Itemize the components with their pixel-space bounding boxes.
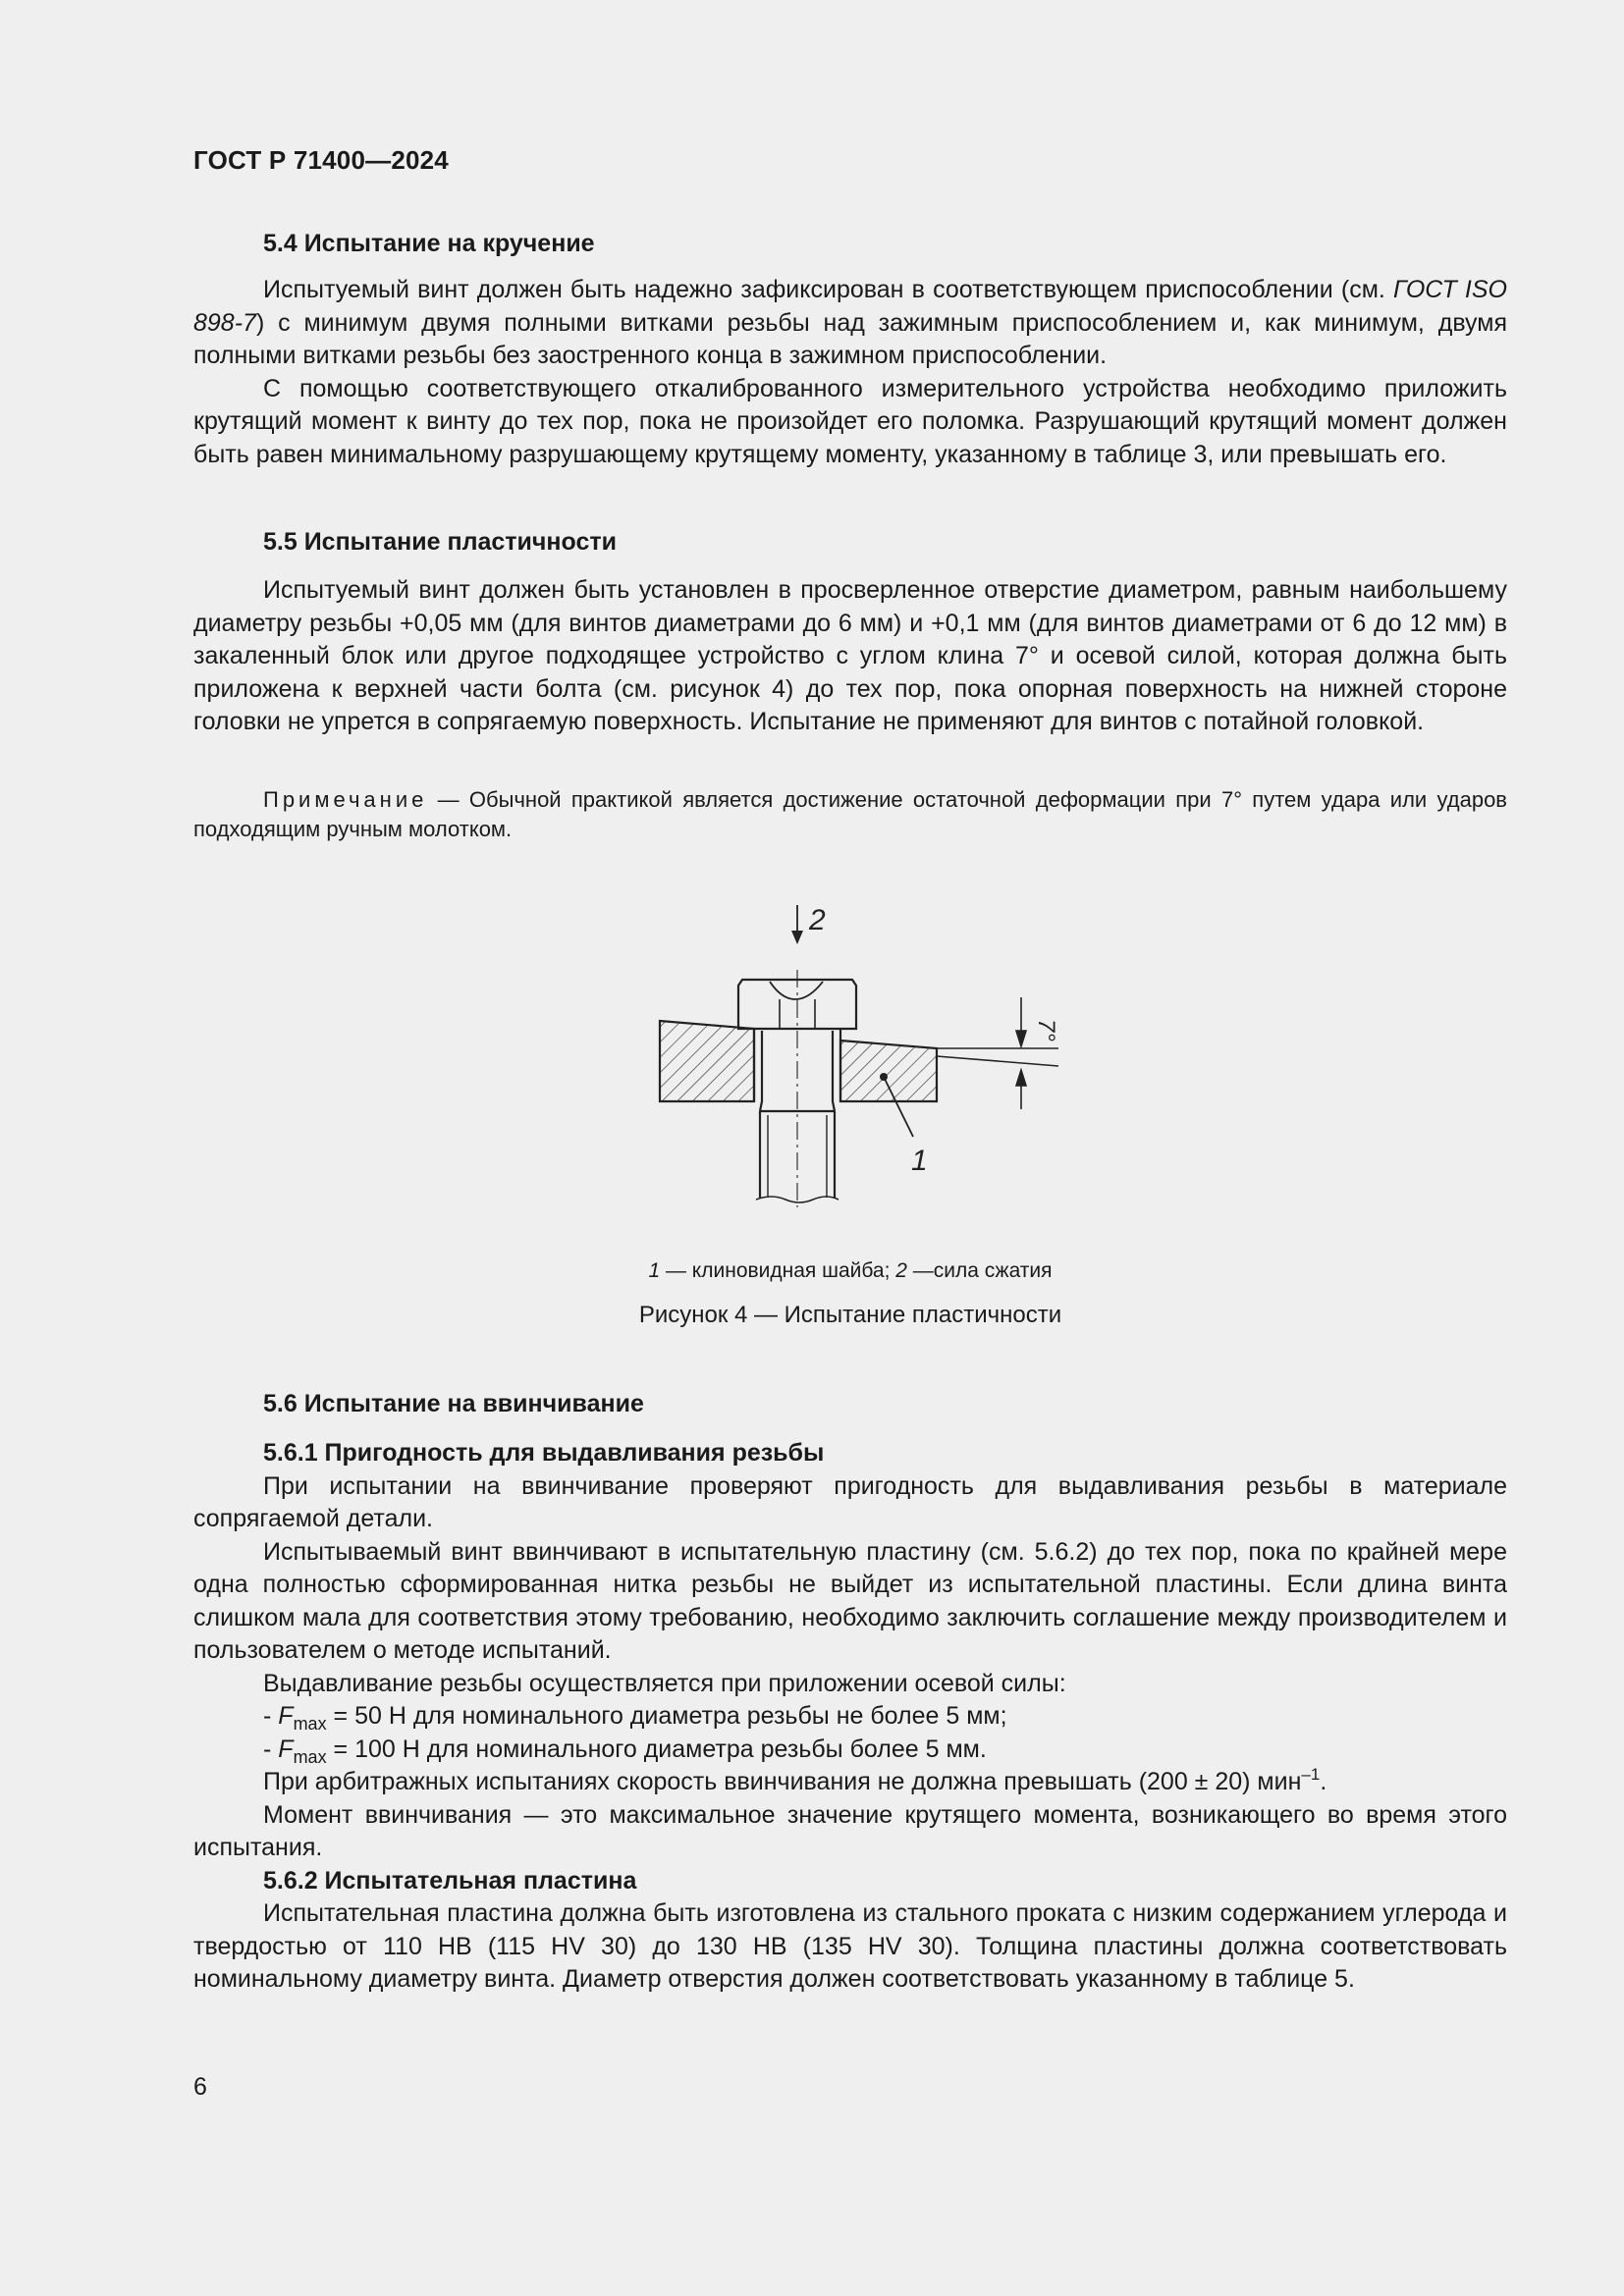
wedge-washer: [840, 1041, 937, 1101]
formula-symbol: F: [278, 1702, 294, 1730]
section-5-6-2-title: 5.6.2 Испытательная пластина: [263, 1866, 637, 1895]
figure-label-force: 2: [809, 904, 826, 936]
section-5-4-title: 5.4 Испытание на кручение: [263, 230, 595, 257]
section-5-6-title: 5.6 Испытание на ввинчивание: [263, 1390, 644, 1417]
text-run: .: [1320, 1768, 1327, 1795]
superscript: –1: [1301, 1765, 1321, 1784]
section-5-6-1-paragraph-2: Испытываемый винт ввинчивают в испытательную пластину (см. 5.6.2) до тех пор, пока по крайней мере одна полностью сформированная нитка резьбы не выйдет из испытательной пластины. Если длина винта слишком мала для соответствия этому требованию, необходимо заключить соглашение между производителем и пользователем о методе испытаний.: [193, 1537, 1507, 1664]
figure-4-drawing: [589, 883, 1100, 1217]
formula-subscript: max: [293, 1746, 327, 1767]
section-5-5: [193, 526, 1507, 560]
section-5-6-1-paragraph-4: [193, 1766, 1507, 1799]
angle-dimension: [937, 997, 1058, 1109]
note-paragraph: [193, 785, 1507, 844]
figure-4-title: Рисунок 4 — Испытание пластичности: [638, 1302, 1062, 1328]
section-5-4-paragraph-2: С помощью соответствующего откалиброванного измерительного устройства необходимо приложить крутящий момент к винту до тех пор, пока не произойдет его поломка. Разрушающий крутящий момент должен быть равен минимальному разрушающему крутящему моменту, указанному в таблице 3, или превышать его.: [193, 374, 1507, 468]
figure-4-legend: [193, 1259, 1507, 1283]
list-text: = 50 Н для номинального диаметра резьбы не более 5 мм;: [326, 1702, 1007, 1730]
section-5-5-body: [193, 574, 1507, 739]
angle-label: 7°: [1033, 1019, 1059, 1041]
section-5-4-paragraph-1: [193, 274, 1507, 373]
section-5-6-body: [193, 1437, 1507, 1997]
note-text: — Обычной практикой является достижение остаточной деформации при 7° путем удара или ударов подходящим ручным молотком.: [193, 787, 1507, 841]
section-5-4: [193, 228, 1507, 261]
standard-reference-link: ГОСТ ISO 898-7: [193, 276, 1507, 337]
legend-text: — клиновидная шайба;: [660, 1259, 896, 1282]
document-header: ГОСТ Р 71400—2024: [193, 145, 449, 175]
text-run: Испытуемый винт должен быть надежно зафиксирован в соответствующем приспособлении (см.: [263, 276, 1394, 303]
legend-number: 1: [648, 1259, 661, 1282]
legend-text: —сила сжатия: [906, 1259, 1053, 1282]
legend-number: 2: [895, 1259, 907, 1282]
section-5-6: [193, 1388, 1507, 1421]
section-5-6-1-paragraph-1: При испытании на ввинчивание проверяют пригодность для выдавливания резьбы в материале сопрягаемой детали.: [193, 1471, 1507, 1532]
formula-subscript: max: [293, 1714, 327, 1734]
support-block-left: [660, 1021, 754, 1101]
list-text: = 100 Н для номинального диаметра резьбы более 5 мм.: [326, 1735, 987, 1763]
section-5-6-1-title: 5.6.1 Пригодность для выдавливания резьбы: [263, 1439, 825, 1467]
force-arrow-icon: [791, 905, 803, 944]
formula-symbol: F: [278, 1735, 294, 1763]
text-run: ) с минимум двумя полными витками резьбы над зажимным приспособлением и, как минимум, двумя полными витками резьбы без заостренного конца в зажимном приспособлении.: [193, 308, 1507, 369]
section-5-6-1-paragraph-3: Выдавливание резьбы осуществляется при приложении осевой силы:: [263, 1669, 1066, 1697]
page-number: 6: [193, 2073, 207, 2101]
section-5-6-2-paragraph-1: Испытательная пластина должна быть изготовлена из стального проката с низким содержанием углерода и твердостью от 110 HB (115 HV 30) до 130 HB (135 HV 30). Толщина пластины должна соответствовать номинальному диаметру винта. Диаметр отверстия должен соответствовать указанному в таблице 5.: [193, 1899, 1507, 1993]
section-5-5-paragraph-1: Испытуемый винт должен быть установлен в просверленное отверстие диаметром, равным наибольшему диаметру резьбы +0,05 мм (для винтов диаметрами до 6 мм) и +0,1 мм (для винтов диаметрами от 6 до 12 мм) в закаленный блок или другое подходящее устройство с углом клина 7° и осевой силой, которая должна быть приложена к верхней части болта (см. рисунок 4) до тех пор, пока опорная поверхность на нижней стороне головки не упрется в сопрягаемую поверхность. Испытание не применяют для винтов с потайной головкой.: [193, 576, 1507, 735]
list-dash: -: [263, 1702, 279, 1730]
figure-label-washer: 1: [911, 1145, 928, 1177]
section-5-4-body: [193, 274, 1507, 471]
list-item-fmax-50: [193, 1700, 1507, 1734]
list-dash: -: [263, 1735, 279, 1763]
section-5-5-title: 5.5 Испытание пластичности: [263, 528, 617, 556]
section-5-5-note: [193, 785, 1507, 844]
note-label: Примечание: [263, 787, 428, 812]
section-5-6-1-paragraph-5: Момент ввинчивания — это максимальное значение крутящего момента, возникающего во время этого испытания.: [193, 1800, 1507, 1861]
text-run: При арбитражных испытаниях скорость ввинчивания не должна превышать (200 ± 20) мин: [263, 1768, 1302, 1795]
list-item-fmax-100: [193, 1734, 1507, 1767]
